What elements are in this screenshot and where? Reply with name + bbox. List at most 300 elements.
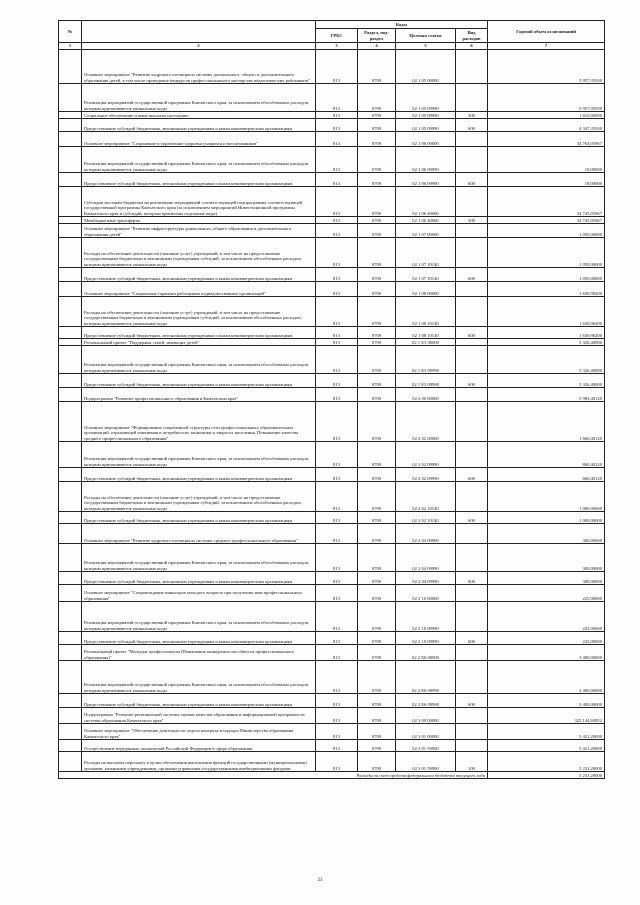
row-sum-cell: 34 745,05967: [488, 217, 605, 224]
row-csr-cell: 02 1 08 10140: [396, 327, 456, 339]
row-razdel-cell: 0709: [358, 224, 396, 238]
row-razdel-cell: 0709: [358, 119, 396, 132]
table-row: [59, 544, 605, 572]
row-name-cell: Подпрограмма "Развитие профессионального образования в Камчатском крае": [82, 388, 316, 402]
row-grbs-cell: 813: [316, 602, 358, 632]
row-sum-cell: 225,00000: [488, 602, 605, 632]
row-vr-cell: [456, 442, 488, 468]
page-number: 23: [317, 878, 323, 883]
row-razdel-cell: 0709: [358, 524, 396, 544]
row-index-cell: [59, 238, 82, 268]
row-vr-cell: [456, 585, 488, 602]
footnote-sum: 5 231,20000: [488, 772, 605, 779]
table-row: [59, 50, 605, 84]
row-sum-cell: 1 000,00000: [488, 512, 605, 524]
row-razdel-cell: 0709: [358, 346, 396, 374]
row-grbs-cell: 813: [316, 632, 358, 645]
table-row: [59, 132, 605, 147]
row-name-cell: Предоставление субсидий бюджетным, автономным учреждениям и иным некоммерческим организациям: [82, 632, 316, 645]
row-index-cell: [59, 512, 82, 524]
row-csr-cell: 02 2 04 00000: [396, 524, 456, 544]
table-row: [59, 442, 605, 468]
table-row: [59, 173, 605, 187]
row-csr-cell: 02 1 07 10140: [396, 238, 456, 268]
row-vr-cell: [456, 297, 488, 327]
table-row: [59, 740, 605, 752]
row-grbs-cell: 813: [316, 132, 358, 147]
row-index-cell: [59, 388, 82, 402]
table-row: [59, 572, 605, 585]
row-index-cell: [59, 346, 82, 374]
row-csr-cell: 02 1 06 40060: [396, 217, 456, 224]
row-index-cell: [59, 632, 82, 645]
row-sum-cell: 5 957,35930: [488, 84, 605, 112]
row-csr-cell: 02 2 E6 00000: [396, 645, 456, 661]
row-sum-cell: 3 400,00000: [488, 645, 605, 661]
row-vr-cell: [456, 544, 488, 572]
row-csr-cell: 02 1 05 00000: [396, 50, 456, 84]
row-sum-cell: 5 983,40120: [488, 388, 605, 402]
row-razdel-cell: 0709: [358, 187, 396, 217]
table-row: [59, 282, 605, 297]
row-sum-cell: 5 421,20000: [488, 724, 605, 740]
row-razdel-cell: 0709: [358, 147, 396, 173]
row-razdel-cell: 0709: [358, 112, 396, 119]
row-csr-cell: 02 3 00 00000: [396, 708, 456, 724]
row-name-cell: Реализация мероприятий государственной программы Камчатского края, за исключением обособленных расходов, которым присваиваются уникальные коды: [82, 602, 316, 632]
row-csr-cell: 02 2 02 10140: [396, 482, 456, 512]
row-vr-cell: 100: [456, 752, 488, 772]
table-row: [59, 482, 605, 512]
row-sum-cell: 5 326,40000: [488, 339, 605, 346]
row-index-cell: [59, 217, 82, 224]
row-vr-cell: 600: [456, 694, 488, 708]
row-index-cell: [59, 327, 82, 339]
header-codes: Коды: [316, 21, 488, 29]
row-name-cell: Реализация мероприятий государственной программы Камчатского края, за исключением обособленных расходов, которым присваиваются уникальные коды: [82, 544, 316, 572]
row-razdel-cell: 0709: [358, 238, 396, 268]
table-row: [59, 752, 605, 772]
row-name-cell: Реализация мероприятий государственной программы Камчатского края, за исключением обособленных расходов, которым присваиваются уникальные коды: [82, 346, 316, 374]
table-row: [59, 187, 605, 217]
row-vr-cell: [456, 602, 488, 632]
table-row: [59, 339, 605, 346]
row-vr-cell: [456, 388, 488, 402]
row-index-cell: [59, 84, 82, 112]
row-index-cell: [59, 572, 82, 585]
row-name-cell: Расходы на выплаты персоналу в целях обеспечения выполнения функций государственными (муниципальными) органами, казенными учреждениями, органами управления государственными внебюджетными фондами: [82, 752, 316, 772]
row-grbs-cell: 813: [316, 694, 358, 708]
row-razdel-cell: 0709: [358, 442, 396, 468]
row-grbs-cell: 813: [316, 544, 358, 572]
row-vr-cell: [456, 645, 488, 661]
row-name-cell: Предоставление субсидий бюджетным, автономным учреждениям и иным некоммерческим организациям: [82, 119, 316, 132]
row-index-cell: [59, 224, 82, 238]
row-razdel-cell: 0709: [358, 132, 396, 147]
row-name-cell: Предоставление субсидий бюджетным, автономным учреждениям и иным некоммерческим организациям: [82, 694, 316, 708]
table-row: [59, 374, 605, 388]
row-grbs-cell: 813: [316, 119, 358, 132]
row-csr-cell: 02 1 E3 09990: [396, 346, 456, 374]
table-row: [59, 724, 605, 740]
row-name-cell: Межбюджетные трансферты: [82, 217, 316, 224]
header-index-cell: 1: [59, 43, 82, 50]
table-row: [59, 238, 605, 268]
row-name-cell: Основное мероприятие "Формирование современной структуры сети профессиональных образовательных организаций, отражающей изменения в потребностях экономики и запросах населения. Повышение качества среднего профессионального образования": [82, 402, 316, 442]
row-index-cell: [59, 602, 82, 632]
row-razdel-cell: 0709: [358, 661, 396, 694]
row-name-cell: Реализация мероприятий государственной программы Камчатского края, за исключением обособленных расходов, которым присваиваются уникальные коды: [82, 442, 316, 468]
table-row: [59, 224, 605, 238]
row-name-cell: Основное мероприятие "Развитие кадрового потенциала системы среднего профессионального образования": [82, 524, 316, 544]
table-row: [59, 602, 605, 632]
row-csr-cell: 02 2 10 00000: [396, 585, 456, 602]
row-razdel-cell: 0709: [358, 84, 396, 112]
row-razdel-cell: 0709: [358, 694, 396, 708]
row-csr-cell: 02 2 04 09990: [396, 544, 456, 572]
row-grbs-cell: 813: [316, 724, 358, 740]
row-name-cell: Предоставление субсидий бюджетным, автономным учреждениям и иным некоммерческим организациям: [82, 512, 316, 524]
row-index-cell: [59, 645, 82, 661]
row-grbs-cell: 813: [316, 645, 358, 661]
row-vr-cell: [456, 224, 488, 238]
row-razdel-cell: 0709: [358, 482, 396, 512]
row-grbs-cell: 813: [316, 708, 358, 724]
table-row: [59, 632, 605, 645]
row-index-cell: [59, 724, 82, 740]
row-sum-cell: 5 421,20000: [488, 740, 605, 752]
row-sum-cell: 300,00000: [488, 544, 605, 572]
budget-table: [58, 20, 605, 779]
row-name-cell: Расходы на обеспечение деятельности (оказание услуг) учреждений, в том числе на предоставление государственным бюджетным и автономным учреждениям субсидий, за исключением обособленных расходов, которым присваиваются уникальные коды: [82, 238, 316, 268]
row-csr-cell: 02 2 E6 09990: [396, 661, 456, 694]
row-csr-cell: 02 2 10 09990: [396, 632, 456, 645]
row-razdel-cell: 0709: [358, 217, 396, 224]
row-sum-cell: 18,00000: [488, 147, 605, 173]
row-sum-cell: 860,40120: [488, 468, 605, 482]
row-vr-cell: 600: [456, 268, 488, 282]
header-grbs: ГРБС: [316, 29, 358, 43]
row-name-cell: Реализация мероприятий государственной программы Камчатского края, за исключением обособленных расходов, которым присваиваются уникальные коды: [82, 147, 316, 173]
row-name-cell: Социальное обеспечение и иные выплаты населению: [82, 112, 316, 119]
row-grbs-cell: 813: [316, 238, 358, 268]
row-index-cell: [59, 147, 82, 173]
table-row: [59, 388, 605, 402]
row-vr-cell: [456, 339, 488, 346]
row-grbs-cell: 813: [316, 572, 358, 585]
row-grbs-cell: 813: [316, 84, 358, 112]
header-index-cell: 2: [82, 43, 316, 50]
row-razdel-cell: 0709: [358, 724, 396, 740]
footnote-label: Расходы за счет средств федерального бюджета текущего года: [59, 772, 488, 779]
row-sum-cell: 5 957,35930: [488, 50, 605, 84]
row-grbs-cell: 813: [316, 468, 358, 482]
row-sum-cell: 860,40120: [488, 442, 605, 468]
row-vr-cell: [456, 282, 488, 297]
row-vr-cell: [456, 482, 488, 512]
table-row: [59, 327, 605, 339]
row-sum-cell: 1 050,00000: [488, 224, 605, 238]
row-name-cell: Основное мероприятие "Сопровождение инвалидов молодого возраста при получении ими профессионального образования": [82, 585, 316, 602]
row-index-cell: [59, 119, 82, 132]
row-index-cell: [59, 661, 82, 694]
row-index-cell: [59, 694, 82, 708]
row-csr-cell: 02 2 02 10140: [396, 512, 456, 524]
row-razdel-cell: 0709: [358, 468, 396, 482]
row-grbs-cell: 813: [316, 282, 358, 297]
header-index-cell: 7: [488, 43, 605, 50]
row-csr-cell: 02 1 E3 09990: [396, 374, 456, 388]
row-razdel-cell: 0709: [358, 585, 396, 602]
row-sum-cell: 1 050,00000: [488, 238, 605, 268]
row-index-cell: [59, 402, 82, 442]
row-index-cell: [59, 173, 82, 187]
row-csr-cell: 02 2 E6 09990: [396, 694, 456, 708]
table-row: [59, 297, 605, 327]
header-no: №: [59, 21, 82, 43]
row-grbs-cell: 813: [316, 327, 358, 339]
row-sum-cell: 5 326,40000: [488, 346, 605, 374]
row-vr-cell: 300: [456, 112, 488, 119]
row-vr-cell: 600: [456, 468, 488, 482]
table-row: [59, 346, 605, 374]
row-razdel-cell: 0709: [358, 173, 396, 187]
row-vr-cell: 500: [456, 217, 488, 224]
row-index-cell: [59, 585, 82, 602]
header-index-row: [59, 43, 605, 50]
table-row: [59, 84, 605, 112]
row-name-cell: Основное мероприятие "Обеспечение деятельности отдела контроля и надзора Министерства образования Камчатского края": [82, 724, 316, 740]
row-csr-cell: 02 1 07 10140: [396, 268, 456, 282]
row-vr-cell: 600: [456, 119, 488, 132]
row-csr-cell: 02 3 01 00000: [396, 724, 456, 740]
row-grbs-cell: 813: [316, 339, 358, 346]
row-vr-cell: [456, 147, 488, 173]
row-grbs-cell: 813: [316, 374, 358, 388]
row-vr-cell: [456, 661, 488, 694]
header-index-cell: 5: [396, 43, 456, 50]
row-index-cell: [59, 442, 82, 468]
row-vr-cell: [456, 402, 488, 442]
row-name-cell: Предоставление субсидий бюджетным, автономным учреждениям и иным некоммерческим организациям: [82, 468, 316, 482]
table-row: [59, 217, 605, 224]
row-razdel-cell: 0709: [358, 282, 396, 297]
row-vr-cell: [456, 708, 488, 724]
row-name-cell: Субсидии местным бюджетам на реализацию мероприятий соответствующей подпрограммы соответствующей государственной программы Камчатского края (за исключением мероприятий Инвестиционной программы Камчатского края и субсидий, которым присвоены отдельные коды): [82, 187, 316, 217]
row-csr-cell: 02 3 01 59900: [396, 740, 456, 752]
row-index-cell: [59, 374, 82, 388]
row-index-cell: [59, 544, 82, 572]
row-csr-cell: 02 2 02 00000: [396, 402, 456, 442]
row-sum-cell: 4 347,35930: [488, 119, 605, 132]
table-row: [59, 402, 605, 442]
row-razdel-cell: 0709: [358, 512, 396, 524]
header-row-top: [59, 21, 605, 29]
table-row: [59, 661, 605, 694]
row-name-cell: Предоставление субсидий бюджетным, автономным учреждениям и иным некоммерческим организациям: [82, 173, 316, 187]
row-index-cell: [59, 297, 82, 327]
row-vr-cell: [456, 238, 488, 268]
row-sum-cell: 300,00000: [488, 524, 605, 544]
header-index-cell: 3: [316, 43, 358, 50]
row-grbs-cell: 813: [316, 661, 358, 694]
row-csr-cell: 02 1 06 09990: [396, 147, 456, 173]
row-sum-cell: 5 231,20000: [488, 752, 605, 772]
table-row: [59, 512, 605, 524]
row-grbs-cell: 813: [316, 442, 358, 468]
row-vr-cell: [456, 84, 488, 112]
row-vr-cell: 600: [456, 632, 488, 645]
row-name-cell: Предоставление субсидий бюджетным, автономным учреждениям и иным некоммерческим организациям: [82, 374, 316, 388]
row-grbs-cell: 813: [316, 388, 358, 402]
table-row: [59, 147, 605, 173]
row-name-cell: Региональный проект "Поддержка семей, имеющих детей": [82, 339, 316, 346]
table-row: [59, 524, 605, 544]
row-sum-cell: 322 144,84952: [488, 708, 605, 724]
row-razdel-cell: 0709: [358, 572, 396, 585]
row-grbs-cell: 813: [316, 402, 358, 442]
row-razdel-cell: 0709: [358, 327, 396, 339]
row-grbs-cell: 813: [316, 147, 358, 173]
row-vr-cell: [456, 524, 488, 544]
row-grbs-cell: 813: [316, 112, 358, 119]
row-grbs-cell: 813: [316, 224, 358, 238]
row-name-cell: Региональный проект "Молодые профессионалы (Повышение конкурентоспособности профессионального образования)": [82, 645, 316, 661]
row-name-cell: Основное мероприятие "Социальные гарантии работникам подведомственных организаций": [82, 282, 316, 297]
row-grbs-cell: 813: [316, 524, 358, 544]
row-razdel-cell: 0709: [358, 602, 396, 632]
row-csr-cell: 02 1 06 00000: [396, 132, 456, 147]
row-vr-cell: 600: [456, 374, 488, 388]
footnote-row: [59, 772, 605, 779]
header-name: [82, 21, 316, 43]
row-name-cell: Предоставление субсидий бюджетным, автономным учреждениям и иным некоммерческим организациям: [82, 268, 316, 282]
table-row: [59, 119, 605, 132]
row-razdel-cell: 0709: [358, 632, 396, 645]
row-razdel-cell: 0709: [358, 708, 396, 724]
row-grbs-cell: 813: [316, 346, 358, 374]
header-razdel: Раздел, под-раздел: [358, 29, 396, 43]
row-sum-cell: 225,00000: [488, 585, 605, 602]
row-index-cell: [59, 268, 82, 282]
row-csr-cell: 02 1 06 09990: [396, 173, 456, 187]
row-name-cell: Расходы на обеспечение деятельности (оказание услуг) учреждений, в том числе на предоставление государственным бюджетным и автономным учреждениям субсидий, за исключением обособленных расходов, которым присваиваются уникальные коды: [82, 482, 316, 512]
row-grbs-cell: 813: [316, 268, 358, 282]
row-sum-cell: 225,00000: [488, 632, 605, 645]
row-index-cell: [59, 339, 82, 346]
row-razdel-cell: 0709: [358, 297, 396, 327]
row-grbs-cell: 813: [316, 752, 358, 772]
row-vr-cell: 600: [456, 572, 488, 585]
row-csr-cell: 02 1 08 10140: [396, 297, 456, 327]
row-index-cell: [59, 482, 82, 512]
row-sum-cell: 3 400,00000: [488, 694, 605, 708]
row-index-cell: [59, 282, 82, 297]
row-name-cell: Осуществление переданных полномочий Российской Федерации в сфере образования: [82, 740, 316, 752]
row-csr-cell: 02 3 01 59900: [396, 752, 456, 772]
row-index-cell: [59, 740, 82, 752]
row-grbs-cell: 813: [316, 740, 358, 752]
row-index-cell: [59, 132, 82, 147]
row-index-cell: [59, 708, 82, 724]
row-sum-cell: 18,00000: [488, 173, 605, 187]
row-vr-cell: [456, 187, 488, 217]
table-row: [59, 268, 605, 282]
row-sum-cell: 34 763,05967: [488, 132, 605, 147]
header-index-cell: 6: [456, 43, 488, 50]
table-row: [59, 585, 605, 602]
row-vr-cell: [456, 740, 488, 752]
row-sum-cell: 1 610,00000: [488, 112, 605, 119]
row-csr-cell: 02 1 08 00000: [396, 282, 456, 297]
header-vr: Вид расходов: [456, 29, 488, 43]
row-csr-cell: 02 2 02 09990: [396, 442, 456, 468]
row-csr-cell: 02 2 00 00000: [396, 388, 456, 402]
header-sum: Годовой объем ассигнований: [488, 21, 605, 43]
row-sum-cell: 1 860,40120: [488, 402, 605, 442]
row-index-cell: [59, 187, 82, 217]
row-name-cell: Расходы на обеспечение деятельности (оказание услуг) учреждений, в том числе на предоставление государственным бюджетным и автономным учреждениям субсидий, за исключением обособленных расходов, которым присваиваются уникальные коды: [82, 297, 316, 327]
row-name-cell: Предоставление субсидий бюджетным, автономным учреждениям и иным некоммерческим организациям: [82, 327, 316, 339]
table-row: [59, 645, 605, 661]
row-grbs-cell: 813: [316, 173, 358, 187]
row-sum-cell: 1 630,90200: [488, 282, 605, 297]
row-vr-cell: [456, 50, 488, 84]
row-razdel-cell: 0709: [358, 339, 396, 346]
row-index-cell: [59, 752, 82, 772]
row-grbs-cell: 813: [316, 482, 358, 512]
table-row: [59, 112, 605, 119]
row-razdel-cell: 0709: [358, 402, 396, 442]
row-grbs-cell: 813: [316, 217, 358, 224]
row-sum-cell: 34 745,05967: [488, 187, 605, 217]
row-razdel-cell: 0709: [358, 544, 396, 572]
row-grbs-cell: 813: [316, 512, 358, 524]
row-razdel-cell: 0709: [358, 388, 396, 402]
row-csr-cell: 02 1 05 09990: [396, 112, 456, 119]
row-csr-cell: 02 2 02 09990: [396, 468, 456, 482]
row-vr-cell: [456, 724, 488, 740]
row-index-cell: [59, 50, 82, 84]
row-name-cell: Реализация мероприятий государственной программы Камчатского края, за исключением обособленных расходов, которым присваиваются уникальные коды: [82, 661, 316, 694]
row-vr-cell: 600: [456, 512, 488, 524]
row-csr-cell: 02 1 07 00000: [396, 224, 456, 238]
table-row: [59, 708, 605, 724]
row-sum-cell: 1 000,00000: [488, 482, 605, 512]
header-index-cell: 4: [358, 43, 396, 50]
row-sum-cell: 1 630,90200: [488, 297, 605, 327]
row-csr-cell: 02 1 E3 00000: [396, 339, 456, 346]
row-razdel-cell: 0709: [358, 752, 396, 772]
row-name-cell: Предоставление субсидий бюджетным, автономным учреждениям и иным некоммерческим организациям: [82, 572, 316, 585]
row-name-cell: Основное мероприятие "Развитие инфраструктуры дошкольного, общего образования и дополнительного образования детей": [82, 224, 316, 238]
row-vr-cell: 600: [456, 173, 488, 187]
row-name-cell: Подпрограмма "Развитие региональной системы оценки качества образования и информационной прозрачности системы образования Камчатского края": [82, 708, 316, 724]
row-sum-cell: 3 400,00000: [488, 661, 605, 694]
table-body: [59, 50, 605, 779]
row-name-cell: Реализация мероприятий государственной программы Камчатского края, за исключением обособленных расходов, которым присваиваются уникальные коды: [82, 84, 316, 112]
row-grbs-cell: 813: [316, 50, 358, 84]
row-csr-cell: 02 2 10 09990: [396, 602, 456, 632]
row-grbs-cell: 813: [316, 187, 358, 217]
row-razdel-cell: 0709: [358, 740, 396, 752]
row-vr-cell: 600: [456, 327, 488, 339]
row-index-cell: [59, 112, 82, 119]
row-sum-cell: 1 050,00000: [488, 268, 605, 282]
row-grbs-cell: 813: [316, 297, 358, 327]
row-razdel-cell: 0709: [358, 268, 396, 282]
table-row: [59, 468, 605, 482]
